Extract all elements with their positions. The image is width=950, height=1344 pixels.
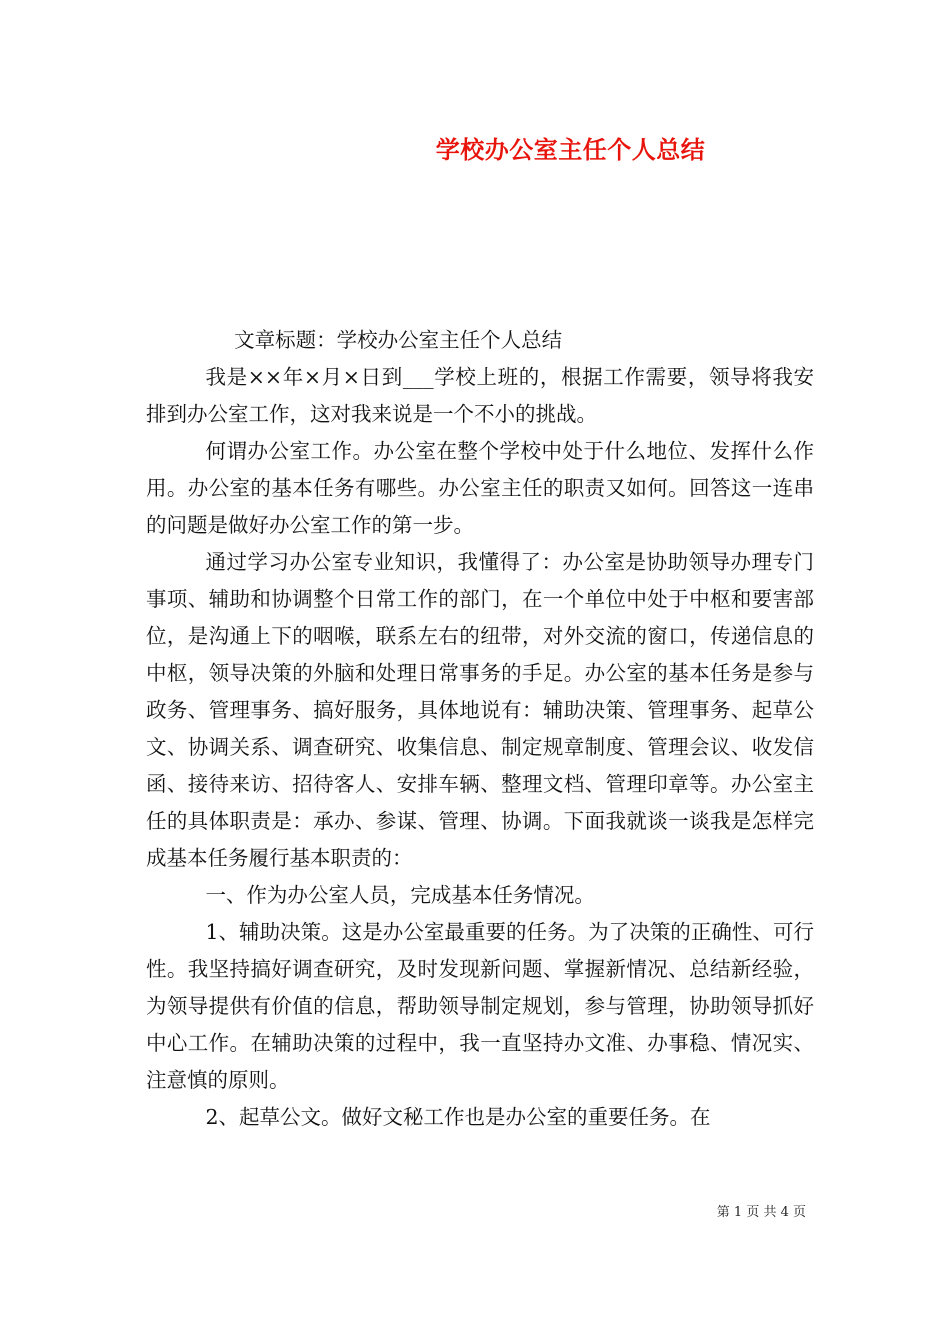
document-title: 学校办公室主任个人总结 (435, 136, 706, 164)
paragraph: 2、起草公文。做好文秘工作也是办公室的重要任务。在 (205, 1105, 711, 1129)
paragraph: 何谓办公室工作。办公室在整个学校中处于什么地位、发挥什么作用。办公室的基本任务有哪些。办公室主任的职责又如何。回答这一连串的问题是做好办公室工作的第一步。 (146, 439, 814, 537)
section-heading: 一、作为办公室人员，完成基本任务情况。 (205, 883, 595, 907)
paragraph: 我是××年×月×日到___学校上班的，根据工作需要，领导将我安排到办公室工作，这对我来说是一个不小的挑战。 (146, 365, 814, 426)
paragraph: 通过学习办公室专业知识，我懂得了：办公室是协助领导办理专门事项、辅助和协调整个日常工作的部门，在一个单位中处于中枢和要害部位，是沟通上下的咽喉，联系左右的纽带，对外交流的窗口，传递信息的中枢，领导决策的外脑和处理日常事务的手足。办公室的基本任务是参与政务、管理事务、搞好服务，具体地说有：辅助决策、管理事务、起草公文、协调关系、调查研究、收集信息、制定规章制度、管理会议、收发信函、接待来访、招待客人、安排车辆、整理文档、管理印章等。办公室主任的具体职责是：承办、参谋、管理、协调。下面我就谈一谈我是怎样完成基本任务履行基本职责的： (146, 550, 814, 870)
article-title-line: 文章标题：学校办公室主任个人总结 (234, 328, 563, 352)
page-footer: 第 1 页 共 4 页 (716, 1205, 806, 1220)
paragraph: 1、辅助决策。这是办公室最重要的任务。为了决策的正确性、可行性。我坚持搞好调查研究，及时发现新问题、掌握新情况、总结新经验，为领导提供有价值的信息，帮助领导制定规划，参与管理，协助领导抓好中心工作。在辅助决策的过程中，我一直坚持办文准、办事稳、情况实、注意慎的原则。 (146, 920, 814, 1092)
document-body (146, 322, 814, 1136)
